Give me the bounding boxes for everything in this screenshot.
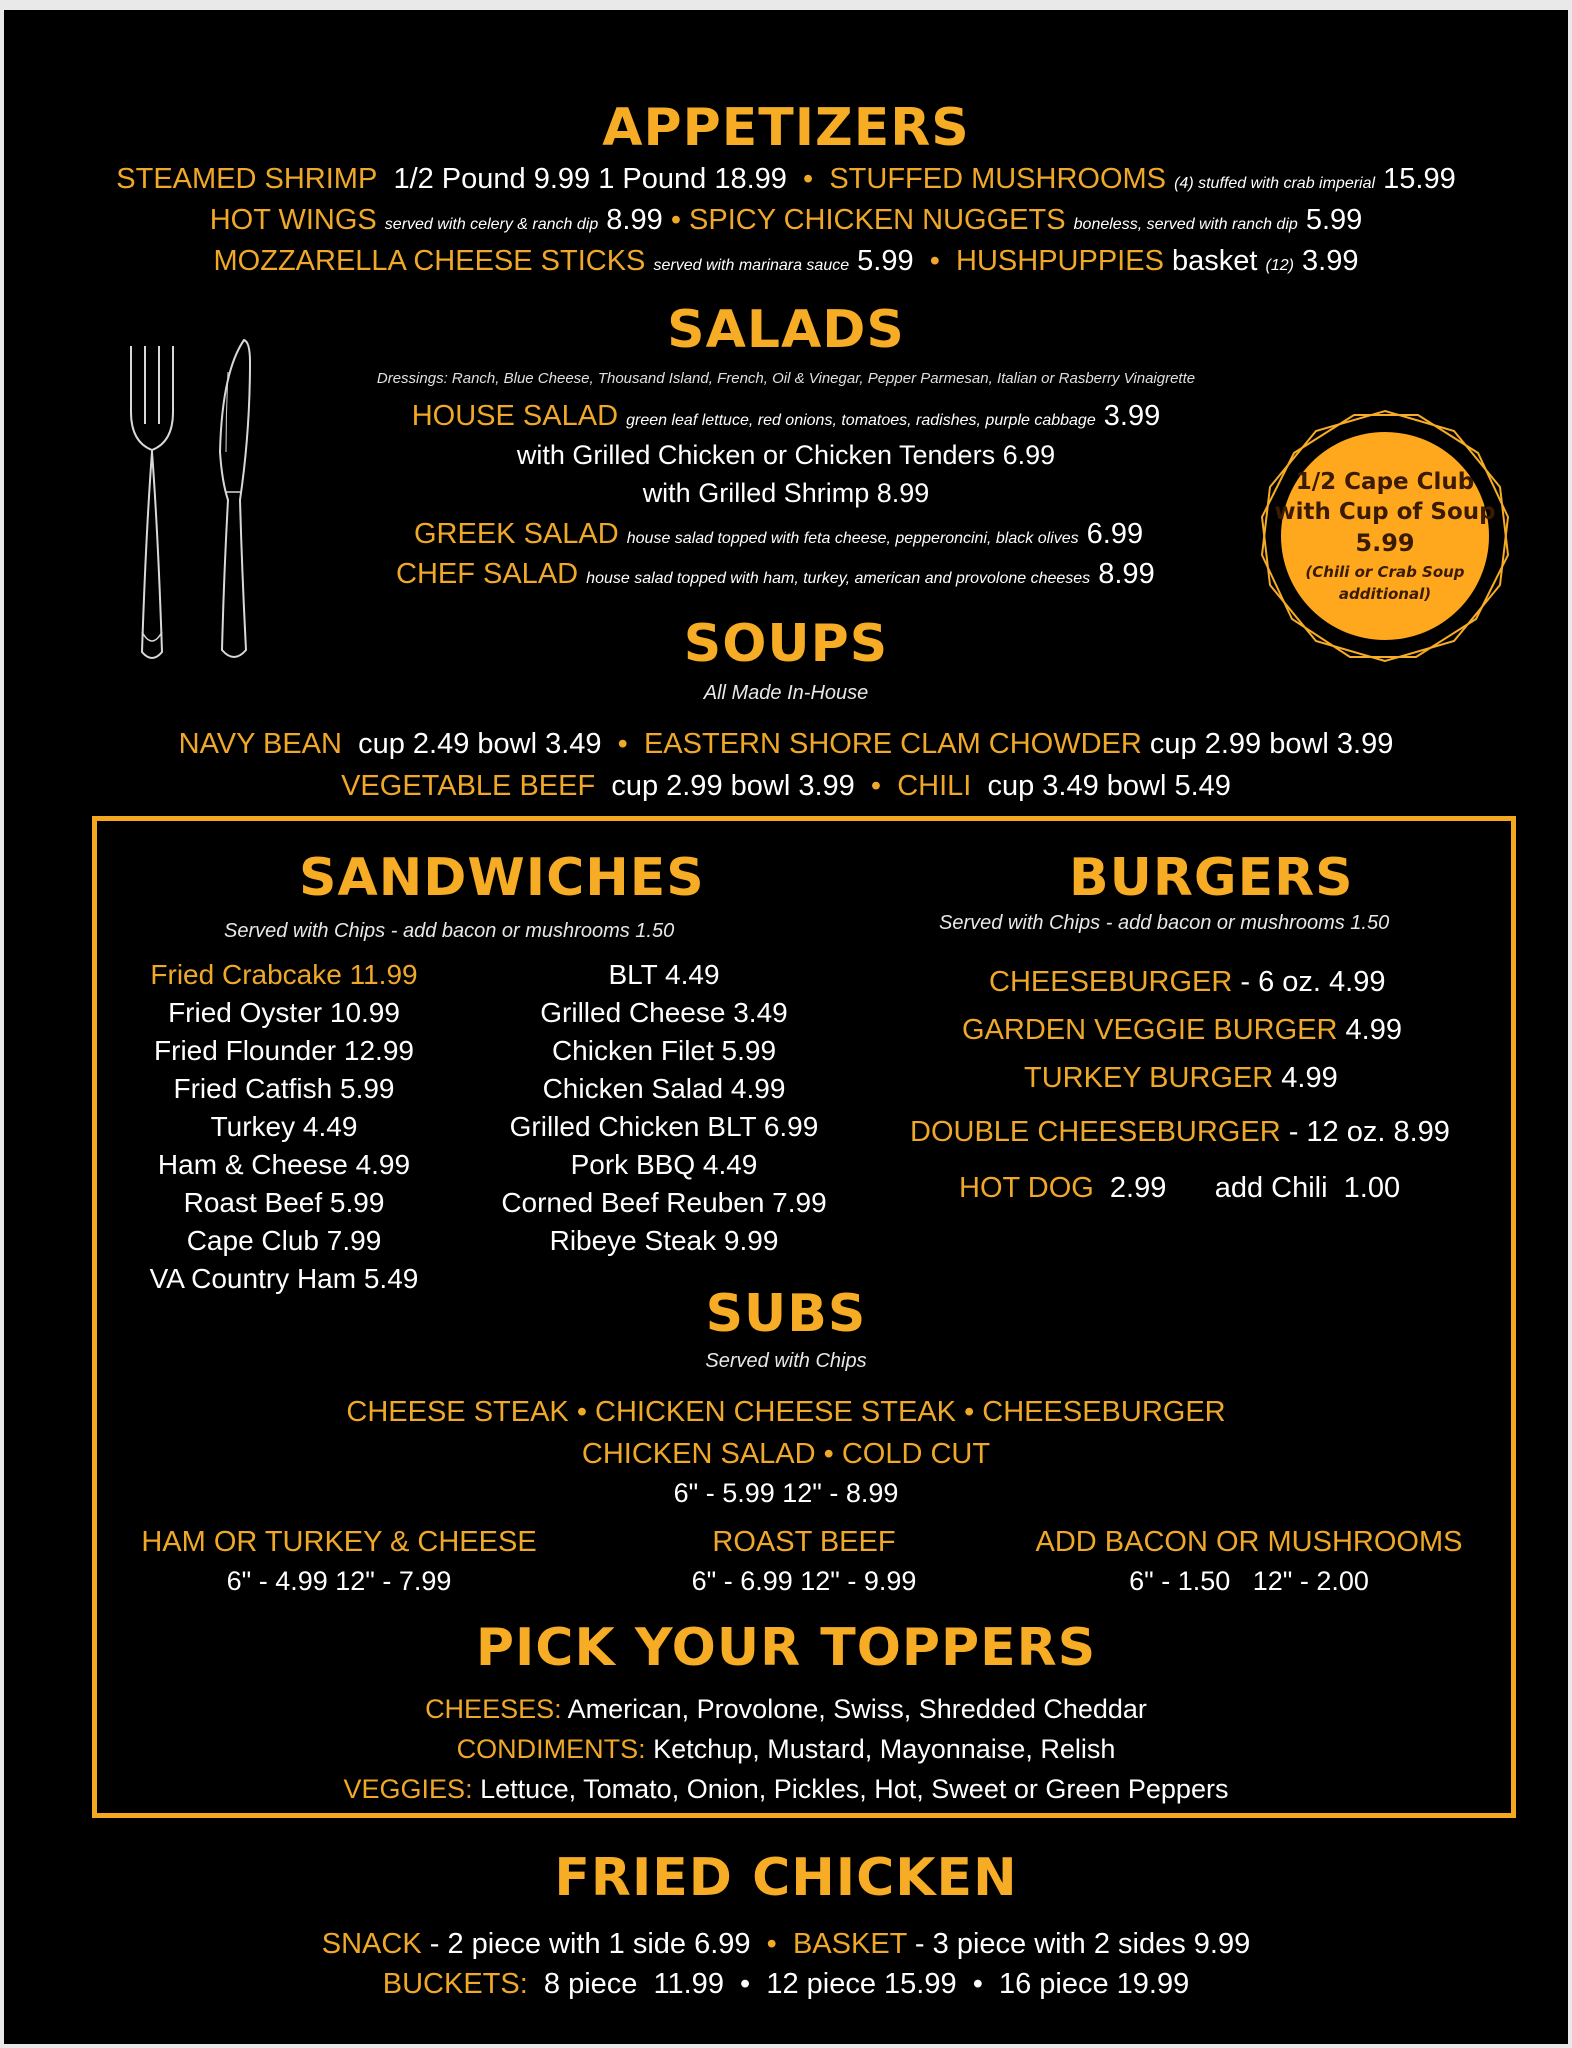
sandwich-item: Grilled Chicken BLT 6.99	[509, 1111, 819, 1142]
sub-ham-turkey-price: 6" - 4.99 12" - 7.99	[226, 1566, 452, 1596]
sandwich-item: Fried Flounder 12.99	[154, 1035, 414, 1066]
soups-heading: SOUPS	[683, 614, 889, 674]
sandwich-item: Cape Club 7.99	[186, 1225, 382, 1256]
fried-chicken-buckets: BUCKETS: 8 piece 11.99 • 12 piece 15.99 • 16 piece 19.99	[382, 1968, 1190, 2000]
burger-cheeseburger: CHEESEBURGER - 6 oz. 4.99	[989, 966, 1386, 998]
subs-line-2-price: 6" - 5.99 12" - 8.99	[673, 1478, 899, 1508]
sub-roast-beef-price: 6" - 6.99 12" - 9.99	[691, 1566, 917, 1596]
salads-dressings: Dressings: Ranch, Blue Cheese, Thousand Island, French, Oil & Vinegar, Pepper Parmesan, Italian or Rasberry Vinaigrette	[376, 370, 1196, 387]
sandwich-featured: Fried Crabcake 11.99	[150, 959, 418, 990]
sandwich-item: Roast Beef 5.99	[183, 1187, 385, 1218]
chef-salad: CHEF SALAD house salad topped with ham, turkey, american and provolone cheeses 8.99	[396, 558, 1155, 590]
appetizers-line-3: MOZZARELLA CHEESE STICKS served with marinara sauce 5.99 • HUSHPUPPIES basket (12) 3.99	[213, 245, 1359, 277]
toppers-condiments: CONDIMENTS: Ketchup, Mustard, Mayonnaise, Relish	[456, 1734, 1116, 1764]
sandwich-item: Ham & Cheese 4.99	[157, 1149, 411, 1180]
sandwich-item: Fried Catfish 5.99	[173, 1073, 395, 1104]
burger-hot-dog: HOT DOG 2.99 add Chili 1.00	[959, 1172, 1401, 1204]
sandwiches-subtitle: Served with Chips - add bacon or mushrooms 1.50	[224, 920, 675, 942]
badge-line-1: 1/2 Cape Club	[1295, 469, 1475, 495]
sandwich-item: Chicken Filet 5.99	[551, 1035, 777, 1066]
appetizers-heading: APPETIZERS	[602, 98, 970, 158]
house-salad: HOUSE SALAD green leaf lettuce, red onions, tomatoes, radishes, purple cabbage 3.99	[411, 400, 1161, 432]
subs-line-2: CHICKEN SALAD • COLD CUT	[581, 1438, 991, 1470]
toppers-cheeses: CHEESES: American, Provolone, Swiss, Shredded Cheddar	[425, 1694, 1147, 1724]
badge-note-1: (Chili or Crab Soup	[1305, 563, 1465, 581]
sub-ham-turkey: HAM OR TURKEY & CHEESE	[141, 1526, 537, 1558]
soups-subtitle: All Made In-House	[703, 682, 869, 704]
sandwich-item: Pork BBQ 4.49	[570, 1149, 758, 1180]
burgers-heading: BURGERS	[1069, 848, 1354, 908]
salads-heading: SALADS	[667, 300, 905, 360]
sandwich-item: Corned Beef Reuben 7.99	[501, 1187, 827, 1218]
menu-page	[4, 10, 1568, 2044]
badge-line-2: with Cup of Soup	[1274, 499, 1496, 525]
sandwiches-left-column	[134, 956, 434, 1298]
subs-heading: SUBS	[705, 1284, 867, 1344]
burger-double-cheeseburger: DOUBLE CHEESEBURGER - 12 oz. 8.99	[910, 1116, 1450, 1148]
sandwich-item: Fried Oyster 10.99	[168, 997, 400, 1028]
sandwich-item: BLT 4.49	[608, 959, 720, 990]
sub-add-bacon: ADD BACON OR MUSHROOMS	[1035, 1526, 1463, 1558]
sandwiches-heading: SANDWICHES	[299, 848, 705, 908]
fried-chicken-line-1: SNACK - 2 piece with 1 side 6.99 • BASKET - 3 piece with 2 sides 9.99	[321, 1928, 1251, 1960]
house-salad-chicken: with Grilled Chicken or Chicken Tenders 6.99	[516, 440, 1056, 470]
soups-line-1: NAVY BEAN cup 2.49 bowl 3.49 • EASTERN SHORE CLAM CHOWDER cup 2.99 bowl 3.99	[178, 728, 1394, 760]
subs-subtitle: Served with Chips	[705, 1350, 867, 1372]
greek-salad: GREEK SALAD house salad topped with feta cheese, pepperoncini, black olives 6.99	[414, 518, 1144, 550]
toppers-veggies: VEGGIES: Lettuce, Tomato, Onion, Pickles, Hot, Sweet or Green Peppers	[343, 1774, 1229, 1804]
fried-chicken-heading: FRIED CHICKEN	[554, 1848, 1018, 1908]
sub-roast-beef: ROAST BEEF	[712, 1526, 896, 1558]
house-salad-shrimp: with Grilled Shrimp 8.99	[642, 478, 930, 508]
sub-add-bacon-price: 6" - 1.50 12" - 2.00	[1129, 1566, 1369, 1596]
sandwich-item: Chicken Salad 4.99	[542, 1073, 786, 1104]
burger-turkey: TURKEY BURGER 4.99	[1024, 1062, 1338, 1094]
burgers-subtitle: Served with Chips - add bacon or mushrooms 1.50	[939, 912, 1390, 934]
badge-note-2: additional)	[1338, 585, 1432, 603]
soups-line-2: VEGETABLE BEEF cup 2.99 bowl 3.99 • CHILI cup 3.49 bowl 5.49	[341, 770, 1231, 802]
subs-line-1: CHEESE STEAK • CHICKEN CHEESE STEAK • CHEESEBURGER	[346, 1396, 1226, 1428]
toppers-heading: PICK YOUR TOPPERS	[475, 1618, 1097, 1678]
badge-price: 5.99	[1355, 529, 1415, 557]
sandwich-item: Ribeye Steak 9.99	[549, 1225, 779, 1256]
appetizers-line-1: STEAMED SHRIMP 1/2 Pound 9.99 1 Pound 18.99 • STUFFED MUSHROOMS (4) stuffed with crab imperial 15.99	[116, 163, 1456, 195]
sandwich-item: Grilled Cheese 3.49	[540, 997, 788, 1028]
sandwiches-right-column	[474, 956, 854, 1260]
burger-garden-veggie: GARDEN VEGGIE BURGER 4.99	[962, 1014, 1402, 1046]
sandwich-item: Turkey 4.49	[210, 1111, 358, 1142]
sandwich-item: VA Country Ham 5.49	[149, 1263, 419, 1294]
appetizers-line-2: HOT WINGS served with celery & ranch dip 8.99 • SPICY CHICKEN NUGGETS boneless, served with ranch dip 5.99	[209, 204, 1363, 236]
